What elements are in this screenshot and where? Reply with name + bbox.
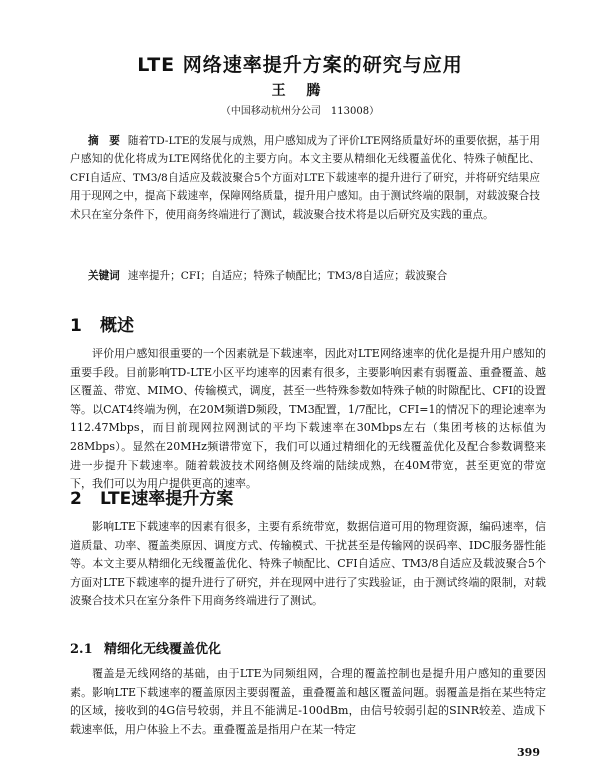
abstract-text: 随着TD-LTE的发展与成熟，用户感知成为了评价LTE网络质量好坏的重要依据，基于用户感知的优化将成为LTE网络优化的主要方向。本文主要从精细化无线覆盖优化、特殊子帧配比、CFI自适应、TM3/8自适应及载波聚合5个方面对LTE下载速率的提升进行了研究，并将研究结果应用于现网之中，提高下载速率，保障网络质量，提升用户感知。由于测试终端的限制，对载波聚合技术只在室分条件下，使用商务终端进行了测试，载波聚合技术将是以后研究及实践的重点。 [70, 135, 540, 221]
section-2-1-heading [70, 638, 221, 657]
keywords-label: 关键词 [88, 270, 120, 282]
section-2-1-paragraph: 覆盖是无线网络的基础，由于LTE为同频组网，合理的覆盖控制也是提升用户感知的重要因素。影响LTE下载速率的覆盖原因主要弱覆盖，重叠覆盖和越区覆盖问题。弱覆盖是指在某些特定的区域，接收到的4G信号较弱，并且不能满足-100dBm，由信号较弱引起的SINR较差、造成下载速率低，用户体验上不去。重叠覆盖是指用户在某一特定 [70, 667, 546, 736]
section-2-number: 2 [70, 489, 82, 509]
section-2-title: LTE速率提升方案 [100, 489, 234, 509]
abstract [70, 132, 540, 224]
author-name: 王 腾 [271, 83, 329, 99]
keywords-text: 速率提升；CFI；自适应；特殊子帧配比；TM3/8自适应；载波聚合 [127, 270, 448, 282]
author-affiliation: （中国移动杭州分公司 113008） [220, 106, 380, 117]
section-2-heading [70, 484, 233, 509]
keywords [88, 268, 548, 284]
section-1-title: 概述 [100, 316, 134, 336]
section-1-number: 1 [70, 316, 82, 336]
section-2-paragraph: 影响LTE下载速率的因素有很多，主要有系统带宽，数据信道可用的物理资源，编码速率，信道质量、功率、覆盖类原因、调度方式、传输模式、干扰甚至是传输网的误码率、IDC服务器性能等。本文主要从精细化无线覆盖优化、特殊子帧配比、CFI自适应、TM3/8自适应及载波聚合5个方面对LTE下载速率的提升进行了研究，并在现网中进行了实践验证，由于测试终端的限制，对载波聚合技术只在室分条件下用商务终端进行了测试。 [70, 520, 546, 608]
page-number: 399 [517, 746, 540, 759]
section-2-1-title: 精细化无线覆盖优化 [104, 642, 222, 657]
paper-title: LTE 网络速率提升方案的研究与应用 [137, 54, 463, 76]
section-1-paragraph: 评价用户感知很重要的一个因素就是下载速率，因此对LTE网络速率的优化是提升用户感知的重要手段。目前影响TD-LTE小区平均速率的因素有很多，主要影响因素有弱覆盖、重叠覆盖、越区覆盖、带宽、MIMO、传输模式，调度，甚至一些特殊参数如特殊子帧的时隙配比、CFI的设置等。以CAT4终端为例，在20M频谱D频段，TM3配置，1/7配比，CFI=1的情况下的理论速率为112.47Mbps，而目前现网拉网测试的平均下载速率在30Mbps左右（集团考核的达标值为28Mbps）。显然在20MHz频谱带宽下，我们可以通过精细化的无线覆盖优化及配合参数调整来进一步提升下载速率。随着载波技术网络侧及终端的陆续成熟，在40M带宽，甚至更宽的带宽下，我们可以为用户提供更高的速率。 [70, 347, 546, 491]
section-1-heading [70, 311, 134, 336]
section-2-1-number: 2.1 [70, 642, 93, 657]
abstract-label: 摘 要 [88, 135, 120, 147]
